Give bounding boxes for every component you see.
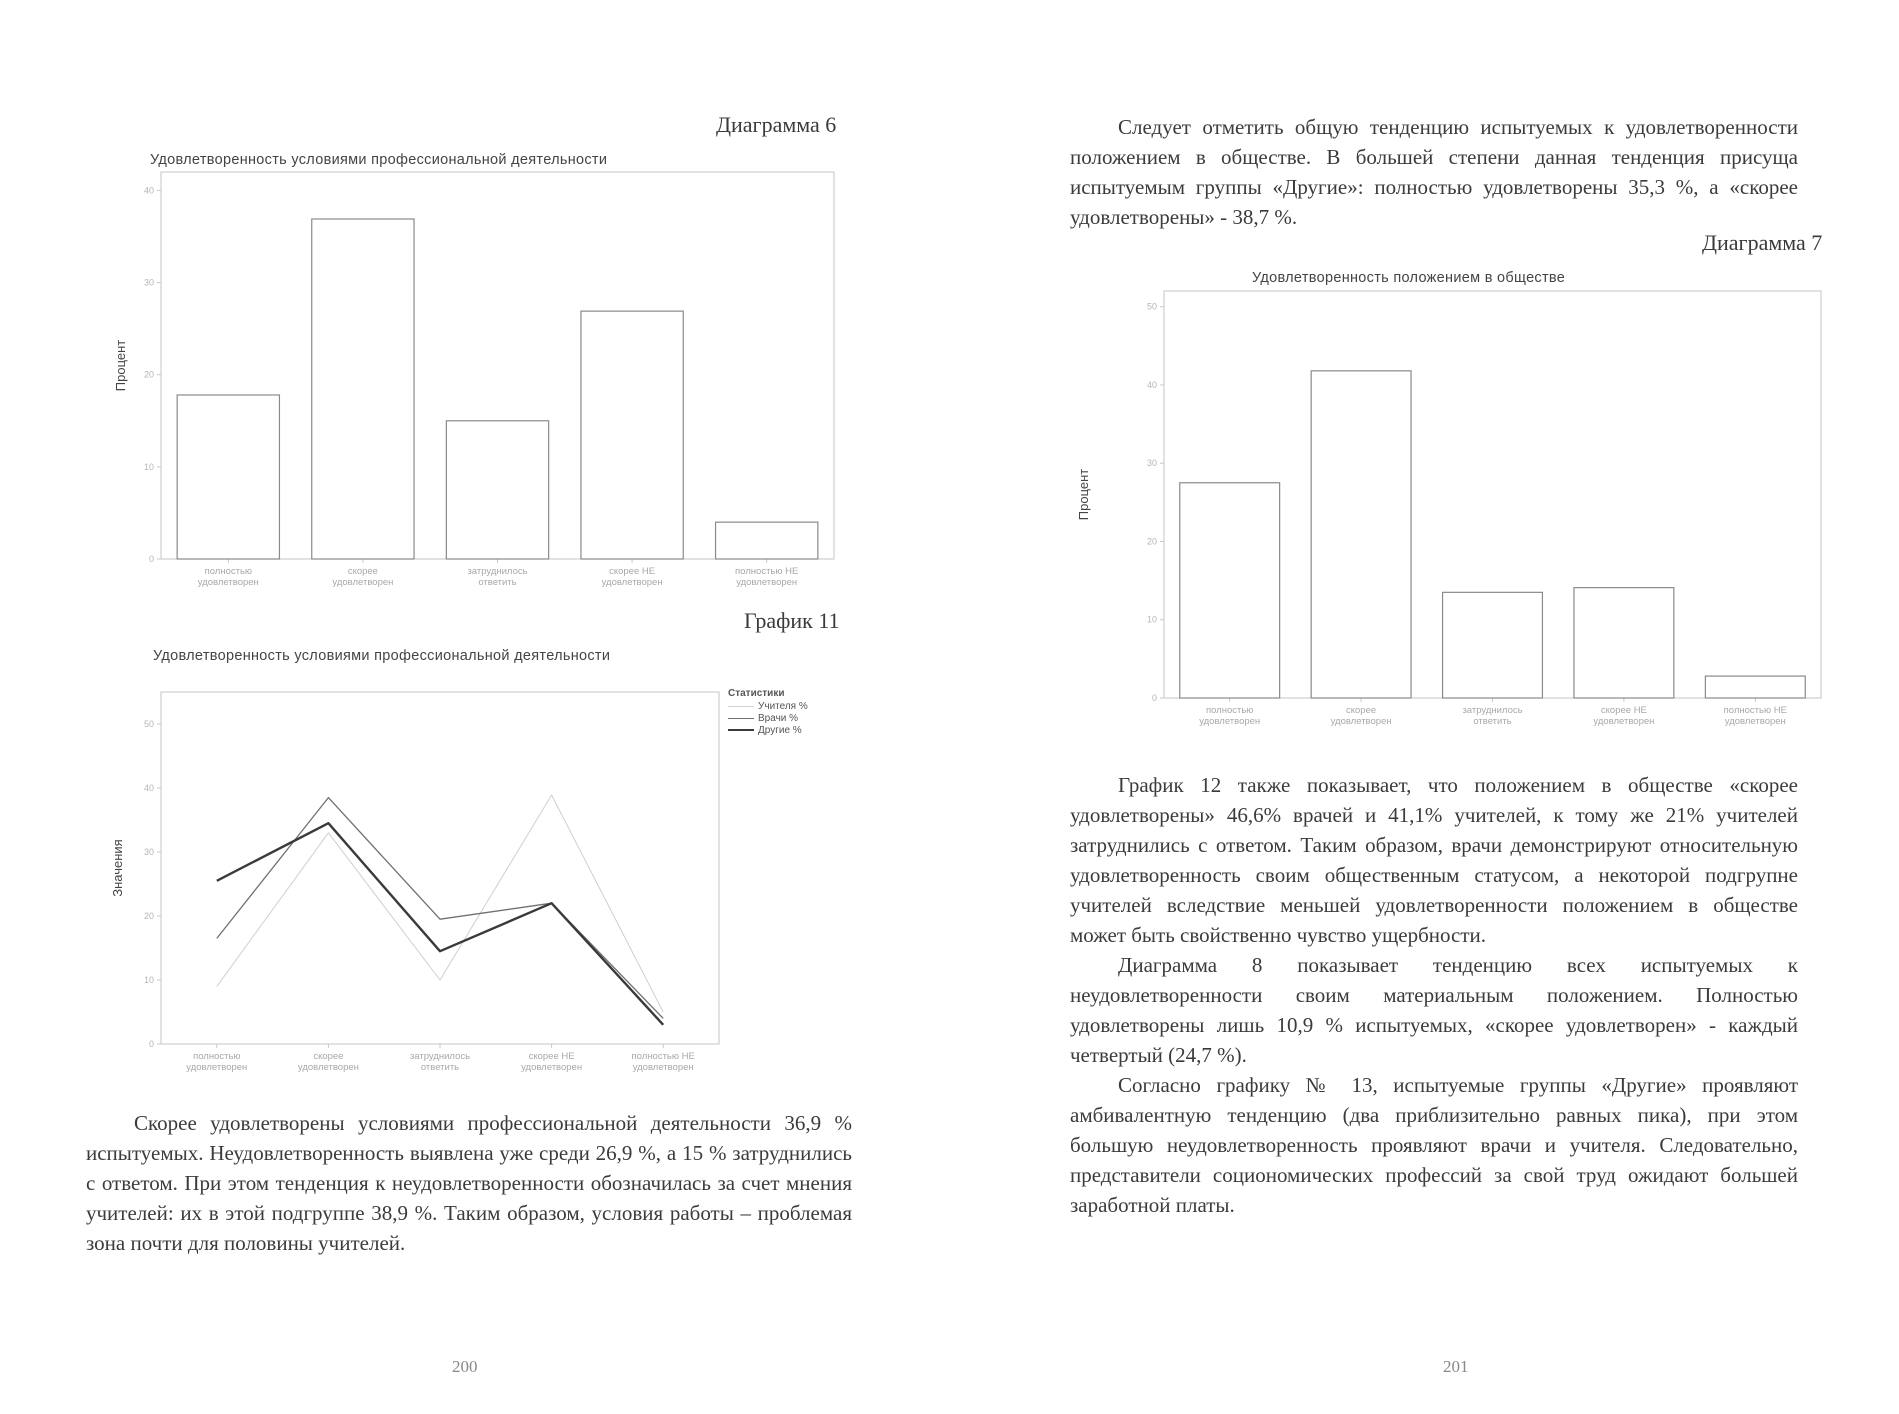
legend-item-doctors xyxy=(728,712,808,724)
y-tick-label: 30 xyxy=(143,847,154,857)
diagram6-caption: Диаграмма 6 xyxy=(716,112,837,137)
graph11-chart xyxy=(0,0,950,1100)
legend-label-teachers: Учителя % xyxy=(758,700,808,712)
y-tick-label: 50 xyxy=(143,719,154,729)
bar xyxy=(1180,483,1280,698)
x-tick-label: удовлетворен xyxy=(736,577,798,588)
y-axis-label: Процент xyxy=(1076,468,1091,521)
right-paragraph-4: Согласно графику № 13, испытуемые группы «Другие» проявляют амбивалентную тенденцию (два приблизительно равных пика), при этом большую неудовлетворенность проявляют врачи и учителя. Следовательно, представители социономических профессий за свой труд ожидают большей заработной платы. xyxy=(1070,1073,1798,1217)
x-tick-label: удовлетворен xyxy=(1724,716,1786,727)
right-paragraph-2: График 12 также показывает, что положением в обществе «скорее удовлетворены» 46,6% врачей и 41,1% учителей, к тому же 21% учителей затруднились с ответом. Таким образом, врачи демонстрируют относительную удовлетворенность своим общественным статусом, а некоторой подгрупне учителей вследствие меньшей удовлетворенности положением в обществе может быть свойственно чувство ущербности. xyxy=(1070,773,1798,947)
x-tick-label: затруднилось xyxy=(467,566,528,577)
x-tick-label: полностью НЕ xyxy=(631,1051,695,1062)
x-tick-label: удовлетворен xyxy=(601,577,663,588)
x-tick-label: удовлетворен xyxy=(297,1062,359,1073)
y-tick-label: 30 xyxy=(1146,458,1157,469)
y-tick-label: 20 xyxy=(143,369,154,380)
series-line xyxy=(217,795,663,1012)
x-tick-label: затруднилось xyxy=(409,1051,471,1062)
x-tick-label: удовлетворен xyxy=(1330,716,1392,727)
x-tick-label: ответить xyxy=(420,1062,460,1073)
diagram7-caption: Диаграмма 7 xyxy=(1702,230,1823,255)
x-tick-label: скорее xyxy=(347,566,378,577)
x-tick-label: удовлетворен xyxy=(1199,716,1261,727)
x-tick-label: ответить xyxy=(1473,716,1512,727)
y-tick-label: 10 xyxy=(1146,614,1157,625)
legend-item-others xyxy=(728,724,808,736)
series-line xyxy=(217,798,663,1019)
y-tick-label: 30 xyxy=(143,277,154,288)
x-tick-label: скорее НЕ xyxy=(528,1051,575,1062)
x-tick-label: полностью xyxy=(1205,705,1254,716)
x-tick-label: полностью xyxy=(204,566,253,577)
x-tick-label: удовлетворен xyxy=(197,577,259,588)
right-page-number: 201 xyxy=(1443,1357,1469,1376)
x-tick-label: полностью НЕ xyxy=(1723,705,1787,716)
bar xyxy=(1705,676,1805,698)
y-tick-label: 0 xyxy=(1151,693,1157,703)
y-tick-label: 50 xyxy=(1146,301,1157,312)
y-tick-label: 20 xyxy=(143,911,154,921)
legend-label-others: Другие % xyxy=(758,724,802,736)
x-tick-label: скорее xyxy=(313,1051,344,1062)
x-tick-label: ответить xyxy=(478,577,517,588)
x-tick-label: удовлетворен xyxy=(1593,716,1655,727)
right-paragraph-3: Диаграмма 8 показывает тенденцию всех испытуемых к неудовлетворенности своим материальным положением. Полностью удовлетворены лишь 10,9 % испытуемых, «скорее удовлетворен» - каждый четвертый (24,7 %). xyxy=(1070,953,1798,1067)
bar xyxy=(1311,371,1411,698)
graph11-title: Удовлетворенность условиями профессиональной деятельности xyxy=(153,648,611,664)
x-tick-label: полностью НЕ xyxy=(735,566,799,577)
y-tick-label: 0 xyxy=(148,1039,154,1049)
bar xyxy=(1574,588,1674,698)
y-axis-label: Значения xyxy=(110,839,125,897)
graph11-caption: График 11 xyxy=(744,608,840,633)
right-page xyxy=(950,0,1899,1414)
x-tick-label: скорее НЕ xyxy=(1600,705,1647,716)
y-tick-label: 40 xyxy=(143,783,154,793)
x-tick-label: скорее НЕ xyxy=(609,566,656,577)
x-tick-label: удовлетворен xyxy=(332,577,394,588)
left-paragraph: Скорее удовлетворены условиями профессиональной деятельности 36,9 % испытуемых. Неудовлетворенность выявлена уже среди 26,9 %, а 15 % затруднились с ответом. При этом тенденция к неудовлетворенности обозначилась за счет мнения учителей: их в этой подгруппе 38,9 %. Таким образом, условия работы – проблемая зона почти для половины учителей. xyxy=(86,1111,852,1255)
y-tick-label: 20 xyxy=(1146,536,1157,547)
y-tick-label: 10 xyxy=(143,461,154,472)
diagram7-chart xyxy=(950,0,1899,740)
y-tick-label: 40 xyxy=(1146,379,1157,390)
y-axis-label: Процент xyxy=(113,339,128,392)
legend-swatch-teachers xyxy=(728,706,754,707)
legend-title: Статистики xyxy=(728,688,785,699)
bar xyxy=(1443,592,1543,698)
left-page-number: 200 xyxy=(452,1357,478,1376)
plot-frame xyxy=(161,692,719,1044)
y-tick-label: 10 xyxy=(143,975,154,985)
graph11-legend xyxy=(728,688,808,736)
y-tick-label: 40 xyxy=(143,185,154,196)
right-paragraph-1: Следует отметить общую тенденцию испытуемых к удовлетворенности положением в обществе. В большей степени данная тенденция присуща испытуемым группы «Другие»: полностью удовлетворены 35,3 %, а «скорее удовлетворены» - 38,7 %. xyxy=(1070,115,1798,229)
legend-item-teachers xyxy=(728,700,808,712)
x-tick-label: удовлетворен xyxy=(186,1062,248,1073)
x-tick-label: удовлетворен xyxy=(632,1062,694,1073)
legend-swatch-others xyxy=(728,729,754,731)
y-tick-label: 0 xyxy=(148,554,154,564)
x-tick-label: затруднилось xyxy=(1462,705,1523,716)
legend-swatch-doctors xyxy=(728,718,754,719)
x-tick-label: удовлетворен xyxy=(521,1062,583,1073)
x-tick-label: скорее xyxy=(1346,705,1377,716)
diagram7-title: Удовлетворенность положением в обществе xyxy=(1252,270,1566,286)
legend-label-doctors: Врачи % xyxy=(758,712,799,724)
x-tick-label: полностью xyxy=(193,1051,241,1062)
diagram6-title: Удовлетворенность условиями профессиональной деятельности xyxy=(150,152,608,168)
